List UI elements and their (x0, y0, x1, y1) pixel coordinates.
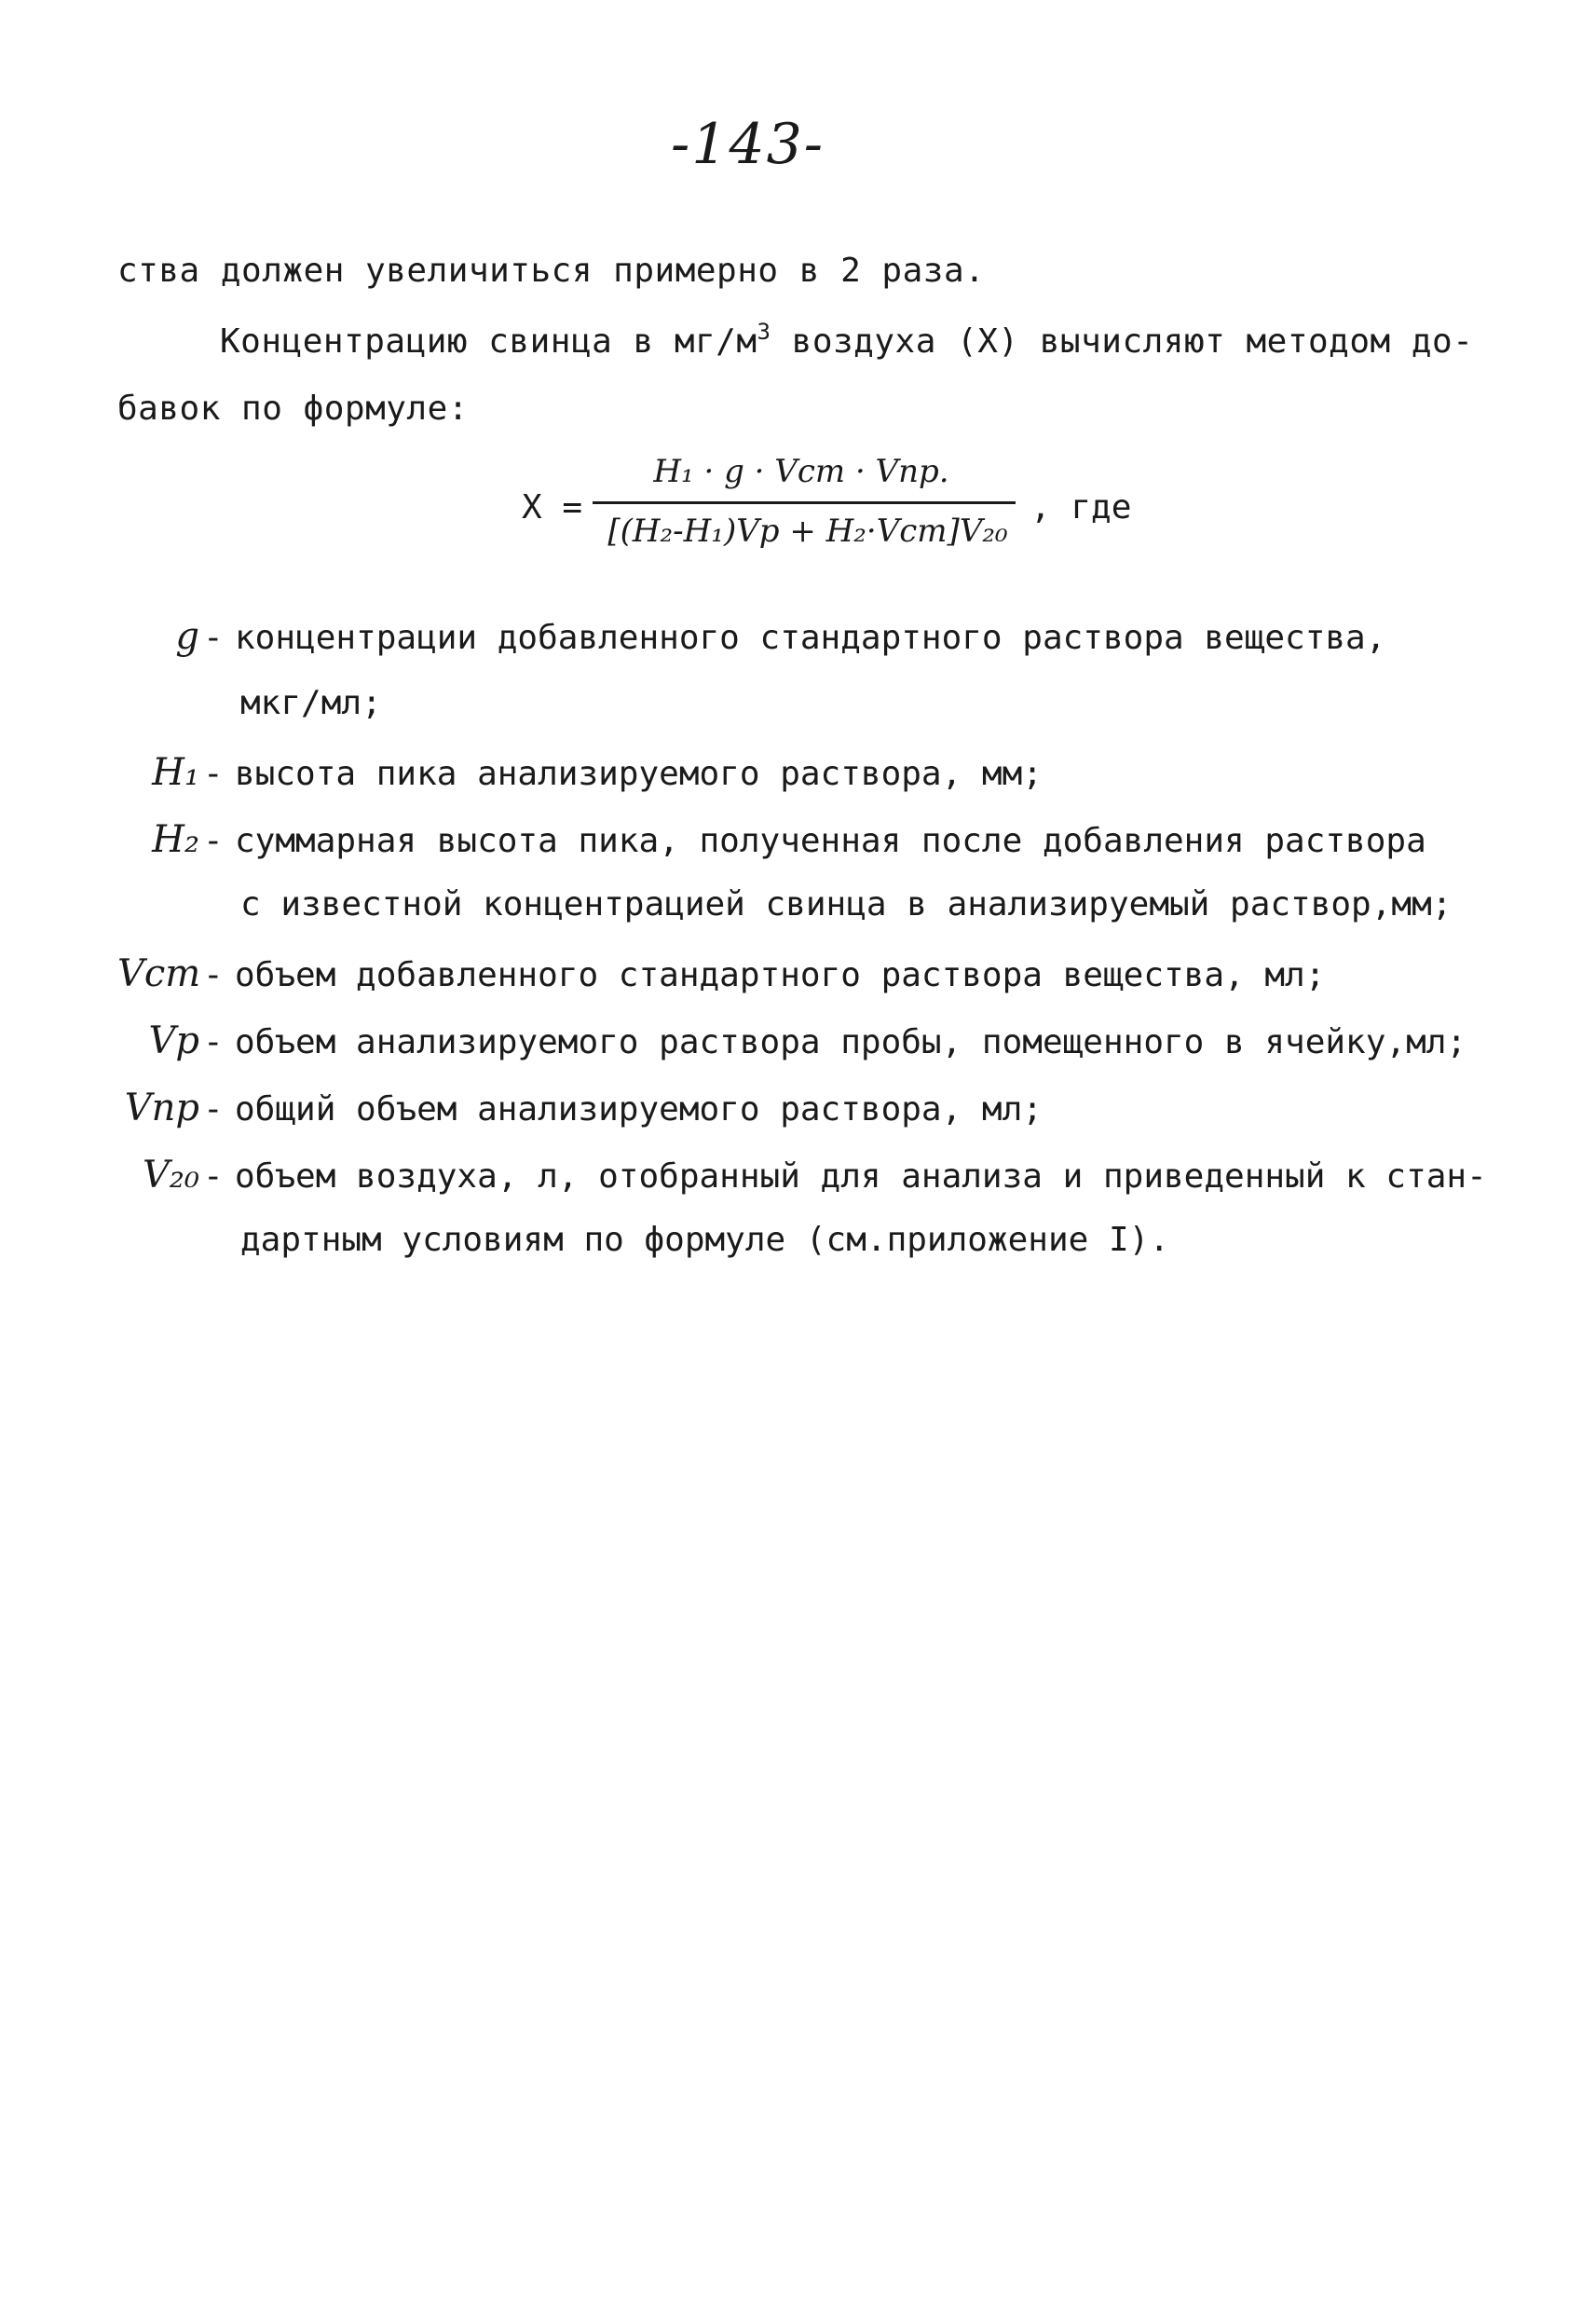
definition-item (117, 751, 1043, 794)
definition-dash: - (203, 619, 224, 657)
definition-text: общий объем анализируемого раствора, мл; (235, 1090, 1043, 1129)
definition-item (117, 952, 1325, 995)
definition-symbol: Vст (117, 952, 201, 995)
definition-dash: - (203, 1157, 224, 1196)
paragraph-line (220, 319, 1473, 361)
paragraph-line: бавок по формуле: (117, 390, 469, 428)
definition-continuation: дартным условиям по формуле (см.приложение I). (240, 1221, 1169, 1259)
formula-denominator: [(H₂-H₁)Vр + H₂·Vст]V₂₀ (607, 513, 1008, 550)
definition-symbol: g (175, 615, 199, 658)
definition-symbol: H₁ (152, 751, 199, 794)
definition-symbol: V₂₀ (143, 1154, 199, 1197)
definition-text: высота пика анализируемого раствора, мм; (235, 755, 1043, 793)
text-segment: Концентрацию свинца в мг/м (220, 322, 757, 361)
definition-continuation: с известной концентрацией свинца в анализируемый раствор,мм; (240, 885, 1453, 923)
paragraph-line: ства должен увеличиться примерно в 2 раза. (117, 252, 986, 290)
definition-symbol: Vр (148, 1019, 199, 1062)
formula-tail: , где (1030, 488, 1132, 527)
definition-item (117, 615, 1385, 658)
definition-item (117, 1019, 1466, 1062)
definition-symbol: Vпр (124, 1087, 199, 1129)
definition-text: концентрации добавленного стандартного раствора вещества, (235, 619, 1386, 657)
definition-text: объем воздуха, л, отобранный для анализа и приведенный к стан- (235, 1157, 1487, 1196)
superscript: 3 (757, 319, 771, 345)
definition-dash: - (203, 1023, 224, 1061)
definition-text: суммарная высота пика, полученная после добавления раствора (235, 822, 1426, 860)
definition-text: объем добавленного стандартного раствора вещества, мл; (235, 956, 1326, 994)
formula-lhs: X = (522, 488, 583, 527)
text-segment: воздуха (X) вычисляют методом до- (771, 322, 1474, 361)
page-number: -143- (671, 112, 825, 177)
definition-text: объем анализируемого раствора пробы, помещенного в ячейку,мл; (235, 1023, 1467, 1061)
formula-numerator: H₁ · g · Vст · Vпр. (653, 453, 949, 490)
definition-item (117, 1154, 1487, 1197)
definition-symbol: H₂ (152, 818, 199, 861)
definition-dash: - (203, 1090, 224, 1129)
definition-item (117, 1087, 1043, 1129)
definition-dash: - (203, 822, 224, 860)
formula (522, 445, 1132, 576)
fraction-bar (593, 501, 1016, 504)
definition-dash: - (203, 755, 224, 793)
definition-dash: - (203, 956, 224, 994)
definition-continuation: мкг/мл; (240, 684, 382, 722)
definition-item (117, 818, 1426, 861)
